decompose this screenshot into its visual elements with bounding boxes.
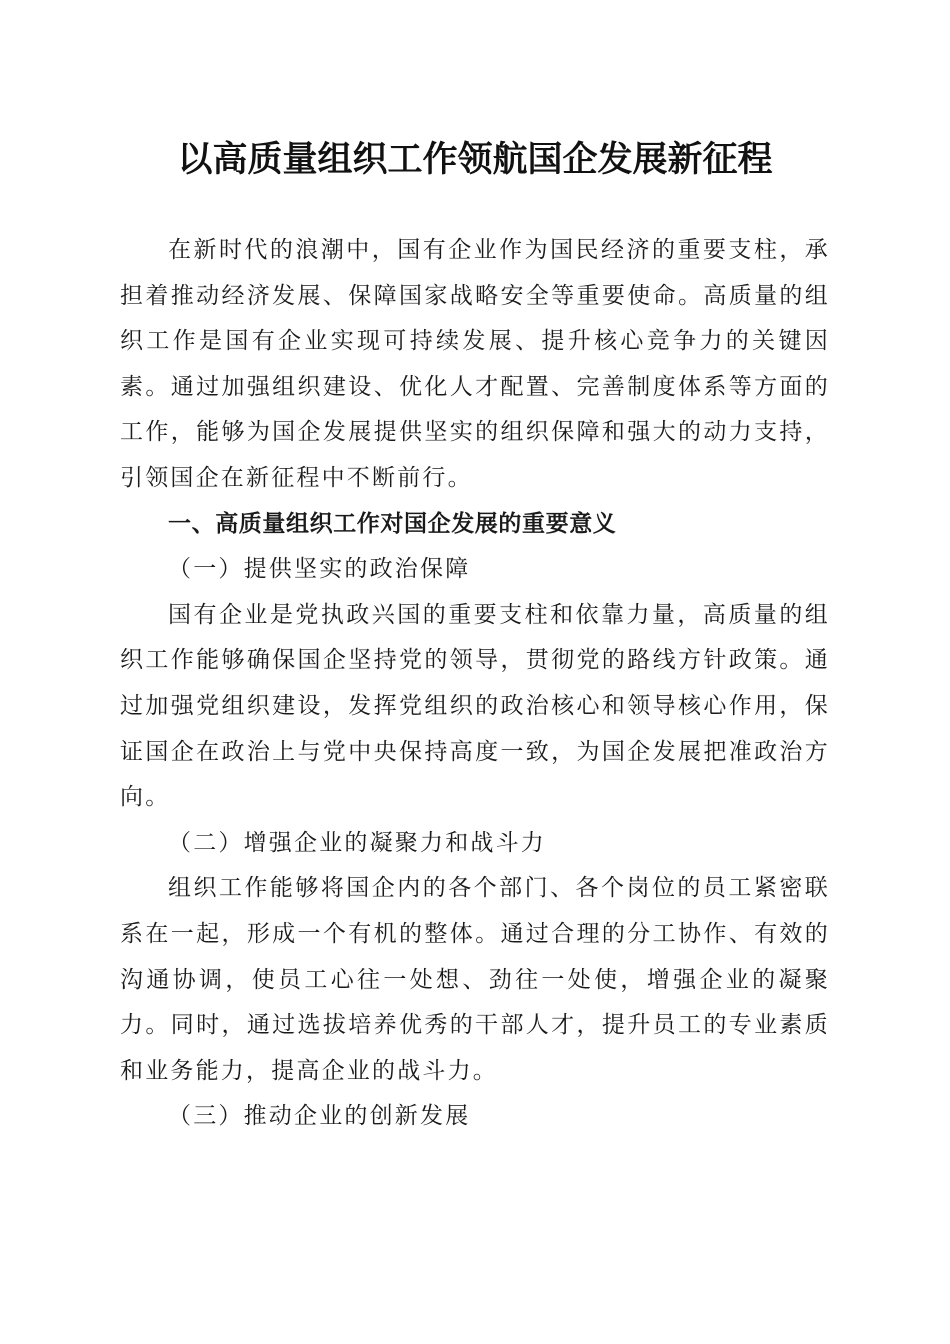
document-body — [120, 228, 830, 1140]
section-heading-1: 一、高质量组织工作对国企发展的重要意义 — [168, 510, 617, 537]
subsection-heading-2: （二）增强企业的凝聚力和战斗力 — [168, 829, 546, 856]
subsection-paragraph-2: 组织工作能够将国企内的各个部门、各个岗位的员工紧密联系在一起，形成一个有机的整体。通过合理的分工协作、有效的沟通协调，使员工心往一处想、劲往一处使，增强企业的凝聚力。同时，通过选拔培养优秀的干部人才，提升员工的专业素质和业务能力，提高企业的战斗力。 — [120, 875, 830, 1084]
document-title: 以高质量组织工作领航国企发展新征程 — [177, 139, 773, 180]
subsection-heading-3: （三）推动企业的创新发展 — [168, 1103, 471, 1130]
subsection-heading-1: （一）提供坚实的政治保障 — [168, 556, 471, 583]
subsection-paragraph-1: 国有企业是党执政兴国的重要支柱和依靠力量，高质量的组织工作能够确保国企坚持党的领导，贯彻党的路线方针政策。通过加强党组织建设，发挥党组织的政治核心和领导核心作用，保证国企在政治上与党中央保持高度一致，为国企发展把准政治方向。 — [120, 601, 830, 811]
intro-paragraph: 在新时代的浪潮中，国有企业作为国民经济的重要支柱，承担着推动经济发展、保障国家战略安全等重要使命。高质量的组织工作是国有企业实现可持续发展、提升核心竞争力的关键因素。通过加强组织建设、优化人才配置、完善制度体系等方面的工作，能够为国企发展提供坚实的组织保障和强大的动力支持，引领国企在新征程中不断前行。 — [120, 237, 830, 491]
